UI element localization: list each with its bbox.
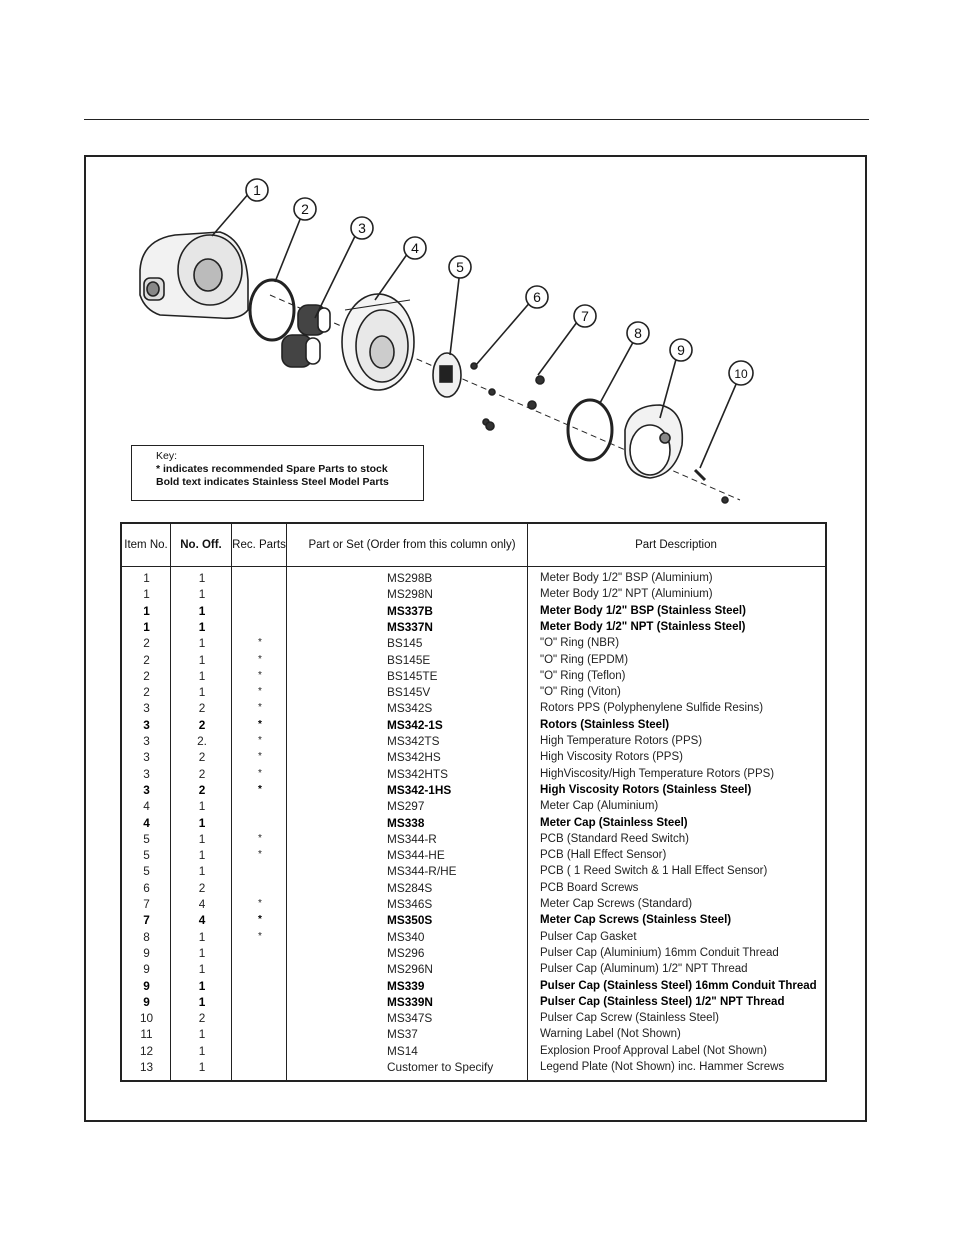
no-off-cell: 2: [198, 750, 206, 765]
part-description-cell: Legend Plate (Not Shown) inc. Hammer Screws: [540, 1061, 785, 1073]
no-off-cell: 2: [198, 701, 206, 716]
part-number-cell: MS344-HE: [387, 848, 445, 863]
item-no-cell: 1: [143, 587, 150, 602]
no-off-cell: 1: [198, 636, 206, 651]
no-off-cell: 1: [198, 652, 206, 667]
table-row: [122, 668, 825, 684]
parts-table: [120, 522, 827, 1082]
table-row: [122, 749, 825, 765]
table-row: [122, 684, 825, 700]
part-description-cell: Meter Cap (Stainless Steel): [540, 816, 688, 829]
item-no-cell: 4: [143, 815, 150, 830]
table-row: [122, 880, 825, 896]
meter-body-drawing: [140, 232, 248, 318]
gasket-drawing: [568, 400, 612, 460]
item-no-cell: 6: [143, 880, 150, 895]
part-description-cell: Rotors PPS (Polyphenylene Sulfide Resins): [540, 702, 764, 715]
item-no-cell: 5: [143, 831, 150, 846]
header-rec-parts: Rec. Parts: [232, 538, 286, 551]
rec-parts-cell: [232, 586, 288, 602]
part-number-cell: MS296: [387, 945, 425, 960]
part-description-cell: Meter Body 1/2" BSP (Stainless Steel): [540, 604, 746, 617]
rec-parts-cell: [232, 994, 288, 1010]
item-no-cell: 3: [143, 734, 150, 748]
part-number-cell: MS347S: [387, 1011, 433, 1026]
no-off-cell: 2: [198, 782, 206, 797]
part-number-cell: MS14: [387, 1043, 418, 1058]
part-number-cell: BS145E: [387, 652, 431, 667]
no-off-cell: 1: [198, 1027, 206, 1042]
table-row: [122, 978, 825, 994]
part-number-cell: MS344-R/HE: [387, 864, 457, 879]
rec-parts-cell: [232, 1026, 288, 1042]
item-no-cell: 1: [143, 603, 150, 618]
key-line-spare-parts: * indicates recommended Spare Parts to stock: [156, 463, 388, 475]
item-no-cell: 1: [143, 571, 150, 585]
part-description-cell: Explosion Proof Approval Label (Not Shown): [540, 1044, 767, 1057]
rec-parts-cell: *: [258, 930, 262, 942]
no-off-cell: 1: [198, 799, 206, 814]
no-off-cell: 1: [198, 668, 206, 683]
screws-drawing: [471, 363, 544, 430]
part-number-cell: MS338: [387, 815, 425, 830]
table-row: [122, 700, 825, 716]
no-off-cell: 1: [198, 831, 206, 846]
part-description-cell: Pulser Cap (Aluminium) 16mm Conduit Thread: [540, 946, 779, 959]
item-no-cell: 8: [143, 929, 150, 944]
item-no-cell: 4: [143, 799, 150, 814]
rec-parts-cell: [232, 603, 288, 619]
part-description-cell: Meter Body 1/2" NPT (Stainless Steel): [540, 620, 746, 633]
item-no-cell: 3: [143, 701, 150, 716]
part-description-cell: Warning Label (Not Shown): [540, 1028, 681, 1041]
part-number-cell: MS342S: [387, 701, 433, 716]
callout-6: 6: [533, 289, 541, 305]
rec-parts-cell: [232, 978, 288, 994]
table-row: [122, 586, 825, 602]
item-no-cell: 9: [143, 994, 150, 1009]
meter-cap-drawing: [342, 294, 414, 390]
table-row: [122, 961, 825, 977]
callout-3: 3: [358, 220, 366, 236]
part-number-cell: MS296N: [387, 962, 433, 977]
no-off-cell: 2: [198, 717, 206, 732]
table-row: [122, 1043, 825, 1059]
callout-7: 7: [581, 308, 589, 324]
part-description-cell: "O" Ring (Viton): [540, 686, 621, 699]
item-no-cell: 9: [143, 978, 150, 993]
part-description-cell: Meter Cap Screws (Standard): [540, 898, 693, 910]
rec-parts-cell: *: [258, 718, 262, 730]
no-off-cell: 1: [198, 945, 206, 960]
header-part-or-set: Part or Set (Order from this column only): [308, 538, 516, 551]
header-item-no: Item No.: [124, 538, 168, 551]
part-number-cell: MS350S: [387, 913, 433, 928]
item-no-cell: 10: [139, 1011, 154, 1026]
item-no-cell: 5: [143, 864, 150, 879]
part-number-cell: MS297: [387, 799, 425, 814]
rec-parts-cell: [232, 880, 288, 896]
rec-parts-cell: [232, 945, 288, 961]
no-off-cell: 1: [198, 929, 206, 944]
part-number-cell: MS298N: [387, 587, 433, 602]
item-no-cell: 3: [143, 717, 150, 732]
part-number-cell: BS145V: [387, 685, 431, 700]
part-number-cell: BS145TE: [387, 668, 438, 683]
pulser-screw-drawing: [695, 470, 705, 480]
item-no-cell: 9: [143, 945, 150, 960]
part-description-cell: HighViscosity/High Temperature Rotors (PPS): [540, 767, 775, 780]
part-number-cell: MS340: [387, 929, 425, 944]
no-off-cell: 2: [198, 880, 206, 895]
rec-parts-cell: *: [258, 849, 262, 861]
no-off-cell: 4: [198, 897, 206, 911]
table-row: [122, 1010, 825, 1026]
no-off-cell: 1: [198, 848, 206, 863]
o-ring-drawing: [250, 280, 294, 340]
item-no-cell: 2: [143, 685, 150, 700]
item-no-cell: 7: [143, 897, 150, 911]
item-no-cell: 2: [143, 668, 150, 683]
part-description-cell: Meter Cap (Aluminium): [540, 800, 659, 813]
part-description-cell: PCB (Standard Reed Switch): [540, 832, 689, 845]
table-row: [122, 652, 825, 668]
part-number-cell: MS342HTS: [387, 766, 448, 781]
item-no-cell: 3: [143, 782, 150, 797]
part-description-cell: High Temperature Rotors (PPS): [540, 735, 703, 747]
part-description-cell: PCB Board Screws: [540, 881, 639, 894]
no-off-cell: 1: [198, 685, 206, 700]
item-no-cell: 3: [143, 750, 150, 765]
table-row: [122, 994, 825, 1010]
rec-parts-cell: *: [258, 735, 262, 746]
table-row: [122, 831, 825, 847]
part-description-cell: Meter Body 1/2" NPT (Aluminium): [540, 588, 713, 601]
item-no-cell: 3: [143, 766, 150, 781]
part-number-cell: MS339: [387, 978, 425, 993]
part-description-cell: High Viscosity Rotors (Stainless Steel): [540, 783, 752, 796]
table-row: [122, 603, 825, 619]
item-no-cell: 13: [139, 1060, 154, 1074]
part-number-cell: MS37: [387, 1027, 418, 1042]
table-row: [122, 619, 825, 635]
table-row: [122, 847, 825, 863]
item-no-cell: 2: [143, 636, 150, 651]
part-description-cell: Pulser Cap (Aluminum) 1/2" NPT Thread: [540, 963, 748, 976]
part-description-cell: "O" Ring (NBR): [540, 637, 620, 650]
callout-9: 9: [677, 342, 685, 358]
no-off-cell: 1: [198, 962, 206, 977]
rec-parts-cell: [232, 1043, 288, 1059]
top-rule: [84, 119, 869, 120]
callout-8: 8: [634, 325, 642, 341]
callout-2: 2: [301, 201, 309, 217]
part-description-cell: Rotors (Stainless Steel): [540, 718, 670, 731]
pulser-cap-drawing: [625, 405, 682, 478]
key-legend: [131, 445, 424, 501]
table-row: [122, 912, 825, 928]
no-off-cell: 1: [198, 587, 206, 602]
part-number-cell: MS339N: [387, 994, 433, 1009]
part-description-cell: PCB ( 1 Reed Switch & 1 Hall Effect Sensor): [540, 865, 768, 878]
rec-parts-cell: [232, 1059, 288, 1075]
table-row: [122, 1059, 825, 1075]
no-off-cell: 2: [198, 766, 206, 781]
no-off-cell: 1: [198, 619, 206, 634]
item-no-cell: 1: [143, 619, 150, 634]
callout-1: 1: [253, 182, 261, 198]
part-number-cell: MS342HS: [387, 750, 441, 765]
rec-parts-cell: [232, 570, 288, 586]
table-row: [122, 929, 825, 945]
rec-parts-cell: *: [258, 832, 262, 844]
rec-parts-cell: [232, 961, 288, 977]
table-row: [122, 863, 825, 879]
no-off-cell: 4: [198, 913, 206, 928]
part-description-cell: Pulser Cap (Stainless Steel) 1/2" NPT Thread: [540, 995, 785, 1008]
rec-parts-cell: *: [258, 653, 262, 665]
part-number-cell: MS346S: [387, 897, 433, 911]
item-no-cell: 12: [139, 1043, 154, 1058]
key-line-stainless: Bold text indicates Stainless Steel Model Parts: [156, 476, 389, 488]
part-description-cell: Meter Body 1/2" BSP (Aluminium): [540, 572, 713, 584]
header-part-description: Part Description: [635, 538, 717, 551]
no-off-cell: 1: [198, 815, 206, 830]
rotors-drawing: [282, 305, 330, 367]
no-off-cell: 1: [198, 978, 206, 993]
no-off-cell: 2.: [197, 734, 207, 748]
part-description-cell: Pulser Cap Screw (Stainless Steel): [540, 1012, 719, 1025]
rec-parts-cell: *: [258, 914, 262, 926]
part-description-cell: "O" Ring (EPDM): [540, 653, 629, 666]
part-description-cell: PCB (Hall Effect Sensor): [540, 849, 667, 862]
part-number-cell: MS342-1S: [387, 717, 443, 732]
rec-parts-cell: *: [258, 751, 262, 763]
no-off-cell: 1: [198, 1043, 206, 1058]
part-number-cell: MS344-R: [387, 831, 437, 846]
table-row: [122, 570, 825, 586]
table-row: [122, 766, 825, 782]
part-description-cell: Pulser Cap Gasket: [540, 930, 637, 943]
header-no-off: No. Off.: [180, 538, 222, 551]
rec-parts-cell: [232, 1010, 288, 1026]
no-off-cell: 1: [198, 864, 206, 879]
part-number-cell: MS298B: [387, 571, 433, 585]
key-title: Key:: [156, 450, 178, 462]
rec-parts-cell: [232, 619, 288, 635]
rec-parts-cell: [232, 815, 288, 831]
no-off-cell: 1: [198, 1060, 206, 1074]
rec-parts-cell: *: [258, 702, 262, 714]
table-row: [122, 1026, 825, 1042]
rec-parts-cell: *: [258, 783, 262, 795]
table-row: [122, 717, 825, 733]
rec-parts-cell: *: [258, 767, 262, 779]
rec-parts-cell: *: [258, 686, 262, 698]
no-off-cell: 1: [198, 603, 206, 618]
table-row: [122, 945, 825, 961]
part-description-cell: "O" Ring (Teflon): [540, 669, 626, 682]
table-row: [122, 798, 825, 814]
part-number-cell: MS337B: [387, 603, 433, 618]
part-description-cell: Meter Cap Screws (Stainless Steel): [540, 914, 732, 927]
rec-parts-cell: [232, 863, 288, 879]
callout-4: 4: [411, 240, 419, 256]
part-number-cell: MS342TS: [387, 734, 440, 748]
item-no-cell: 2: [143, 652, 150, 667]
no-off-cell: 1: [198, 571, 206, 585]
item-no-cell: 11: [140, 1027, 153, 1042]
part-number-cell: MS337N: [387, 619, 433, 634]
part-number-cell: Customer to Specify: [387, 1060, 494, 1074]
rec-parts-cell: *: [258, 669, 262, 681]
part-description-cell: High Viscosity Rotors (PPS): [540, 751, 683, 764]
part-number-cell: BS145: [387, 636, 423, 651]
callout-5: 5: [456, 259, 464, 275]
table-row: [122, 782, 825, 798]
item-no-cell: 9: [143, 962, 150, 977]
rec-parts-cell: *: [258, 637, 262, 649]
part-number-cell: MS284S: [387, 880, 433, 895]
table-row: [122, 733, 825, 749]
rec-parts-cell: *: [258, 898, 262, 909]
callout-10: 10: [734, 367, 748, 381]
rec-parts-cell: [232, 798, 288, 814]
table-row: [122, 896, 825, 912]
item-no-cell: 7: [143, 913, 150, 928]
part-number-cell: MS342-1HS: [387, 782, 452, 797]
item-no-cell: 5: [143, 848, 150, 863]
no-off-cell: 2: [198, 1011, 206, 1026]
table-row: [122, 815, 825, 831]
part-description-cell: Pulser Cap (Stainless Steel) 16mm Conduit Thread: [540, 979, 817, 992]
pcb-drawing: [433, 353, 461, 397]
table-row: [122, 635, 825, 651]
no-off-cell: 1: [198, 994, 206, 1009]
